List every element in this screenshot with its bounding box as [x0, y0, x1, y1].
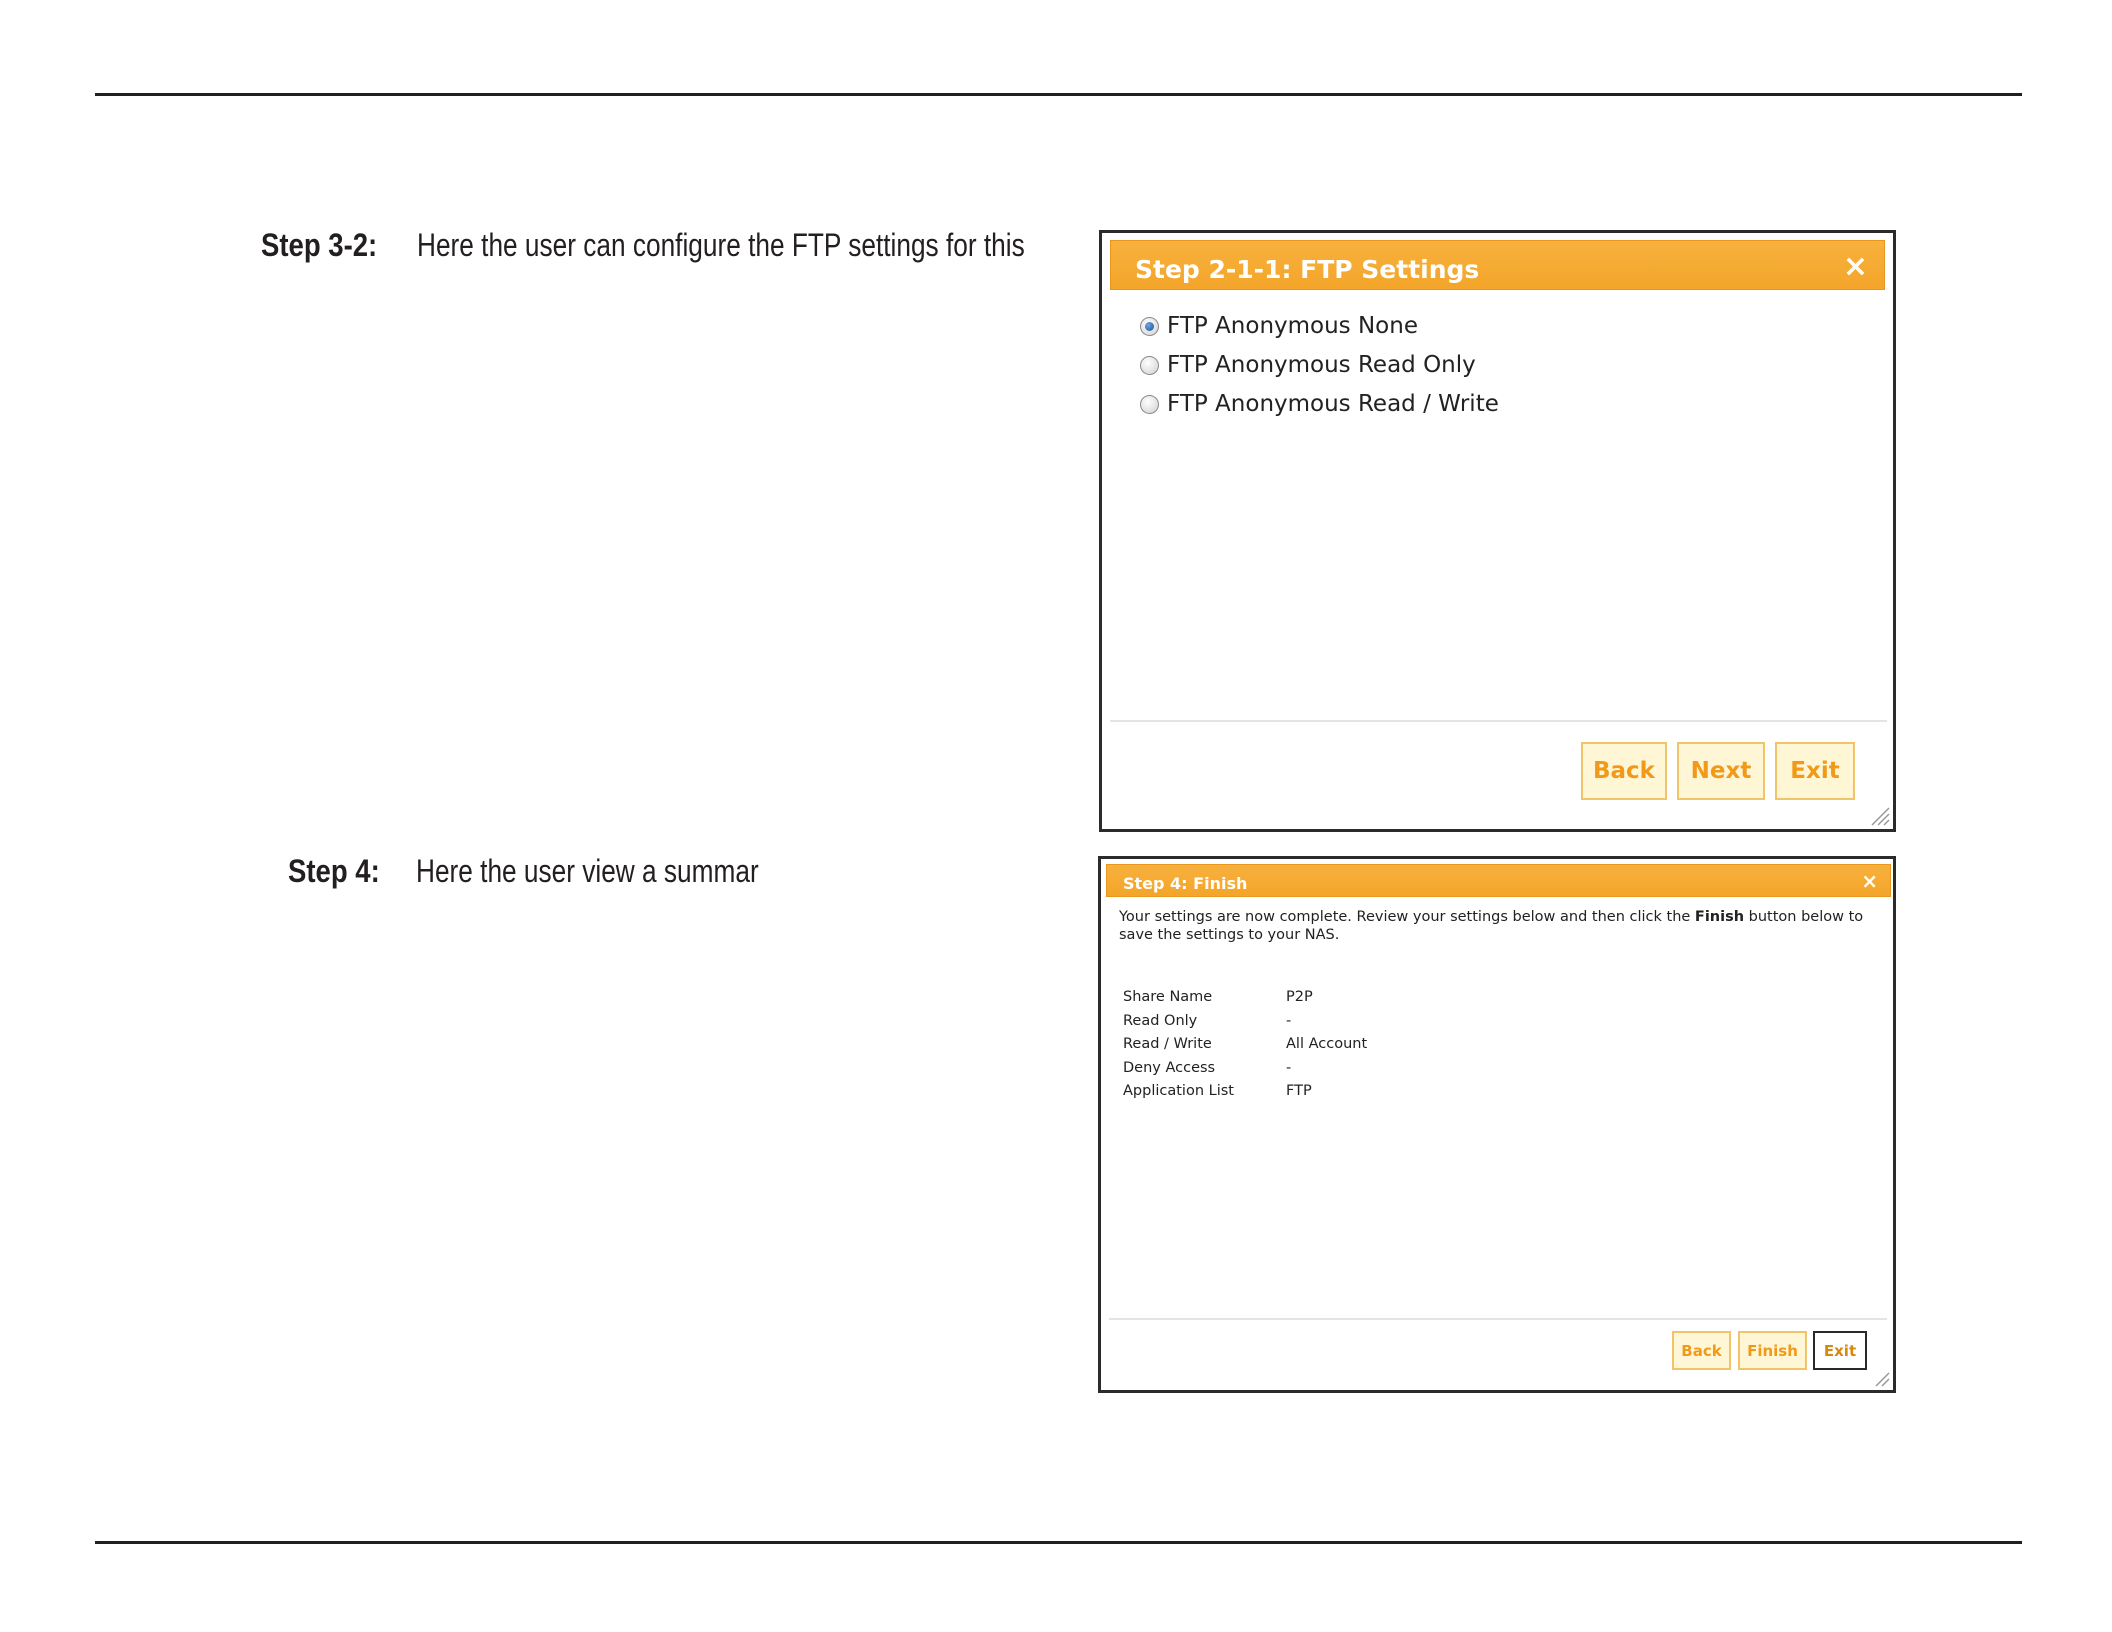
radio-option-anonymous-read-write[interactable] — [1140, 389, 1499, 419]
dialog-titlebar — [1106, 864, 1891, 897]
radio-label: FTP Anonymous Read / Write — [1167, 391, 1499, 417]
back-button[interactable]: Back — [1672, 1331, 1731, 1370]
summary-value: - — [1286, 1013, 1292, 1029]
dialog-titlebar — [1110, 240, 1885, 290]
summary-key: Share Name — [1123, 989, 1213, 1005]
close-icon[interactable]: × — [1861, 869, 1878, 893]
finish-dialog — [1098, 856, 1896, 1393]
ftp-settings-dialog — [1099, 230, 1896, 832]
radio-option-anonymous-read-only[interactable] — [1140, 350, 1476, 380]
summary-value: All Account — [1286, 1036, 1368, 1052]
dialog-title: Step 2-1-1: FTP Settings — [1135, 255, 1480, 284]
dialog-title: Step 4: Finish — [1123, 874, 1248, 893]
description-text: Your settings are now complete. Review your settings below and then click the — [1119, 909, 1691, 925]
finish-description — [1119, 908, 1889, 944]
step-3-2-label: Step 3-2: — [261, 227, 378, 263]
radio-label: FTP Anonymous None — [1167, 313, 1418, 339]
step-4-label: Step 4: — [288, 853, 380, 889]
exit-button[interactable]: Exit — [1813, 1331, 1867, 1370]
description-text: button below to save the settings to your NAS. — [1119, 909, 1864, 943]
exit-button[interactable]: Exit — [1775, 742, 1855, 800]
step-4-text: Here the user view a summar — [416, 853, 759, 889]
radio-button[interactable] — [1140, 356, 1159, 375]
summary-value: - — [1286, 1060, 1292, 1076]
back-button[interactable]: Back — [1581, 742, 1667, 800]
radio-button[interactable] — [1140, 395, 1159, 414]
summary-value: FTP — [1286, 1083, 1312, 1099]
close-icon[interactable]: × — [1842, 249, 1868, 284]
summary-key: Read / Write — [1123, 1036, 1212, 1052]
description-bold: Finish — [1694, 909, 1745, 925]
summary-key: Deny Access — [1123, 1060, 1216, 1076]
resize-grip-icon[interactable] — [1868, 804, 1890, 826]
next-button[interactable]: Next — [1677, 742, 1765, 800]
summary-key: Read Only — [1123, 1013, 1198, 1029]
top-rule — [95, 93, 2022, 96]
radio-button[interactable] — [1140, 317, 1159, 336]
resize-grip-icon[interactable] — [1868, 1365, 1890, 1387]
bottom-rule — [95, 1541, 2022, 1544]
footer-divider — [1110, 720, 1887, 722]
summary-key: Application List — [1123, 1083, 1234, 1099]
footer-divider — [1109, 1318, 1887, 1320]
summary-value: P2P — [1286, 989, 1313, 1005]
radio-label: FTP Anonymous Read Only — [1167, 352, 1476, 378]
step-3-2-text: Here the user can configure the FTP settings for this — [417, 227, 1025, 263]
radio-option-anonymous-none[interactable] — [1140, 311, 1418, 341]
finish-button[interactable]: Finish — [1738, 1331, 1807, 1370]
